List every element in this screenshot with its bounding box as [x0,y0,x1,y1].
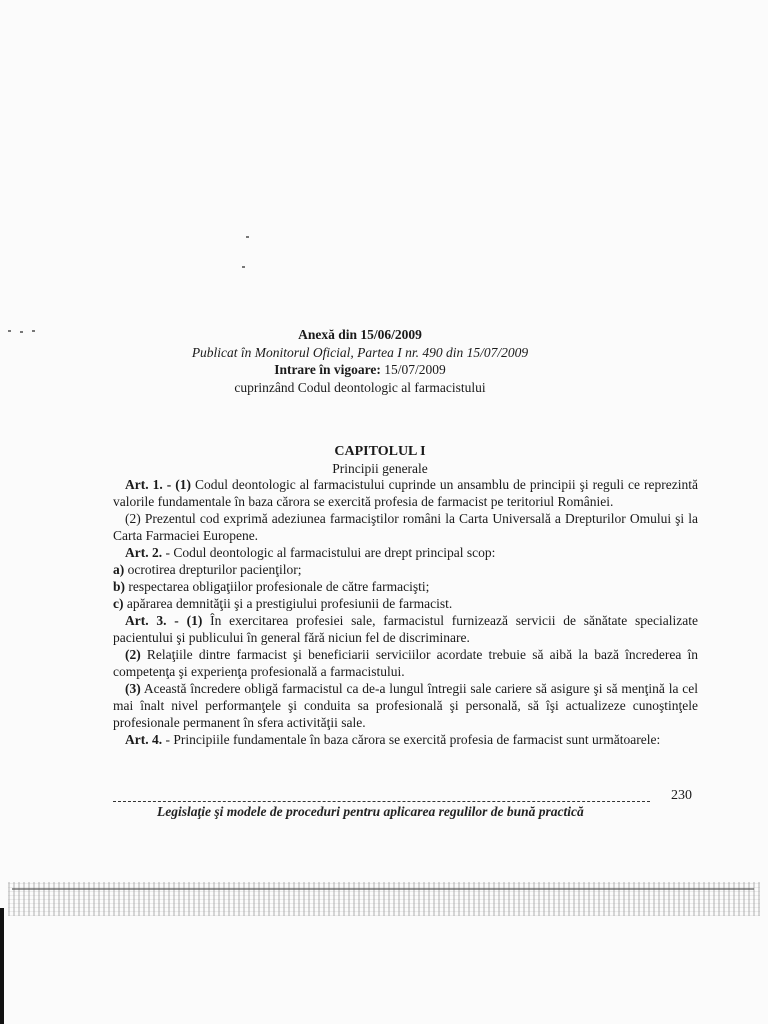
article-1-text: Codul deontologic al farmacistului cuprinde un ansamblu de principii şi reguli ce reprezintă valorile fundamentale în baza cărora se exercită profesia de farmacist pe teritoriul României. [113,477,698,509]
article-2-text: - Codul deontologic al farmacistului are drept principal scop: [162,545,496,560]
article-1-paragraph-1 [113,476,698,510]
article-3-label: Art. 3. - (1) [125,613,203,628]
scan-dust [246,236,249,238]
article-3-paragraph-2 [113,646,698,680]
article-3-p3-text: Această încredere obligă farmacistul ca de-a lungul întregii sale cariere să asigure şi să menţină la cel mai înalt nivel performanţele şi conduita sa profesională şi personală, să îşi actualizeze cunoştinţele profesionale permanent în sfera activităţii sale. [113,681,698,730]
article-2-item-c [113,595,698,612]
effective-date-label: Intrare în vigoare: [274,362,381,377]
item-a-text: ocrotirea drepturilor pacienţilor; [124,562,302,577]
scan-edge-line [12,888,754,890]
item-c-text: apărarea demnităţii şi a prestigiului profesiunii de farmacist. [123,596,453,611]
article-4-paragraph [113,731,698,748]
scan-dust [242,266,245,268]
article-2-item-a [113,561,698,578]
article-1-label: Art. 1. - (1) [125,477,191,492]
item-b-label: b) [113,579,126,594]
article-2-paragraph [113,544,698,561]
chapter-heading [100,443,660,477]
running-footer-title: Legislaţie şi modele de proceduri pentru aplicarea regulilor de bună practică [157,804,584,819]
article-3-p2-label: (2) [125,647,141,662]
article-2-item-b [113,578,698,595]
footer-divider [113,801,650,802]
publication-note: Publicat în Monitorul Oficial, Partea I nr. 490 din 15/07/2009 [191,344,529,360]
item-b-text: respectarea obligaţiilor profesionale de către farmacişti; [125,579,430,594]
document-header [100,326,620,396]
chapter-subtitle: Principii generale [332,461,428,476]
article-2-label: Art. 2. [125,545,163,560]
article-1-paragraph-2: (2) Prezentul cod exprimă adeziunea farmaciştilor români la Carta Universală a Drepturilor Omului şi la Carta Farmaciei Europene. [113,511,698,543]
scan-left-edge-bar [0,908,4,1024]
chapter-title: CAPITOLUL I [334,444,426,459]
article-3-paragraph-1 [113,612,698,646]
article-3-text: În exercitarea profesiei sale, farmacistul furnizează servicii de sănătate specializate pacientului şi publicului în general fără niciun fel de discriminare. [113,613,698,645]
effective-date [100,361,620,379]
effective-date-value: 15/07/2009 [380,362,446,377]
item-c-label: c) [113,596,124,611]
article-3-p2-text: Relaţiile dintre farmacist şi beneficiarii serviciilor acordate trebuie să aibă la bază încrederea în competenţa şi experienţa profesională a farmacistului. [113,647,698,679]
article-4-text: - Principiile fundamentale în baza cărora se exercită profesia de farmacist sunt următoarele: [162,732,661,747]
article-3-p3-label: (3) [125,681,141,696]
article-4-label: Art. 4. [125,732,163,747]
document-subject: cuprinzând Codul deontologic al farmacistului [234,379,486,395]
annex-date: Anexă din 15/06/2009 [298,327,422,342]
article-3-paragraph-3 [113,680,698,731]
item-a-label: a) [113,562,125,577]
page-number: 230 [671,788,692,803]
articles-body [113,476,698,748]
